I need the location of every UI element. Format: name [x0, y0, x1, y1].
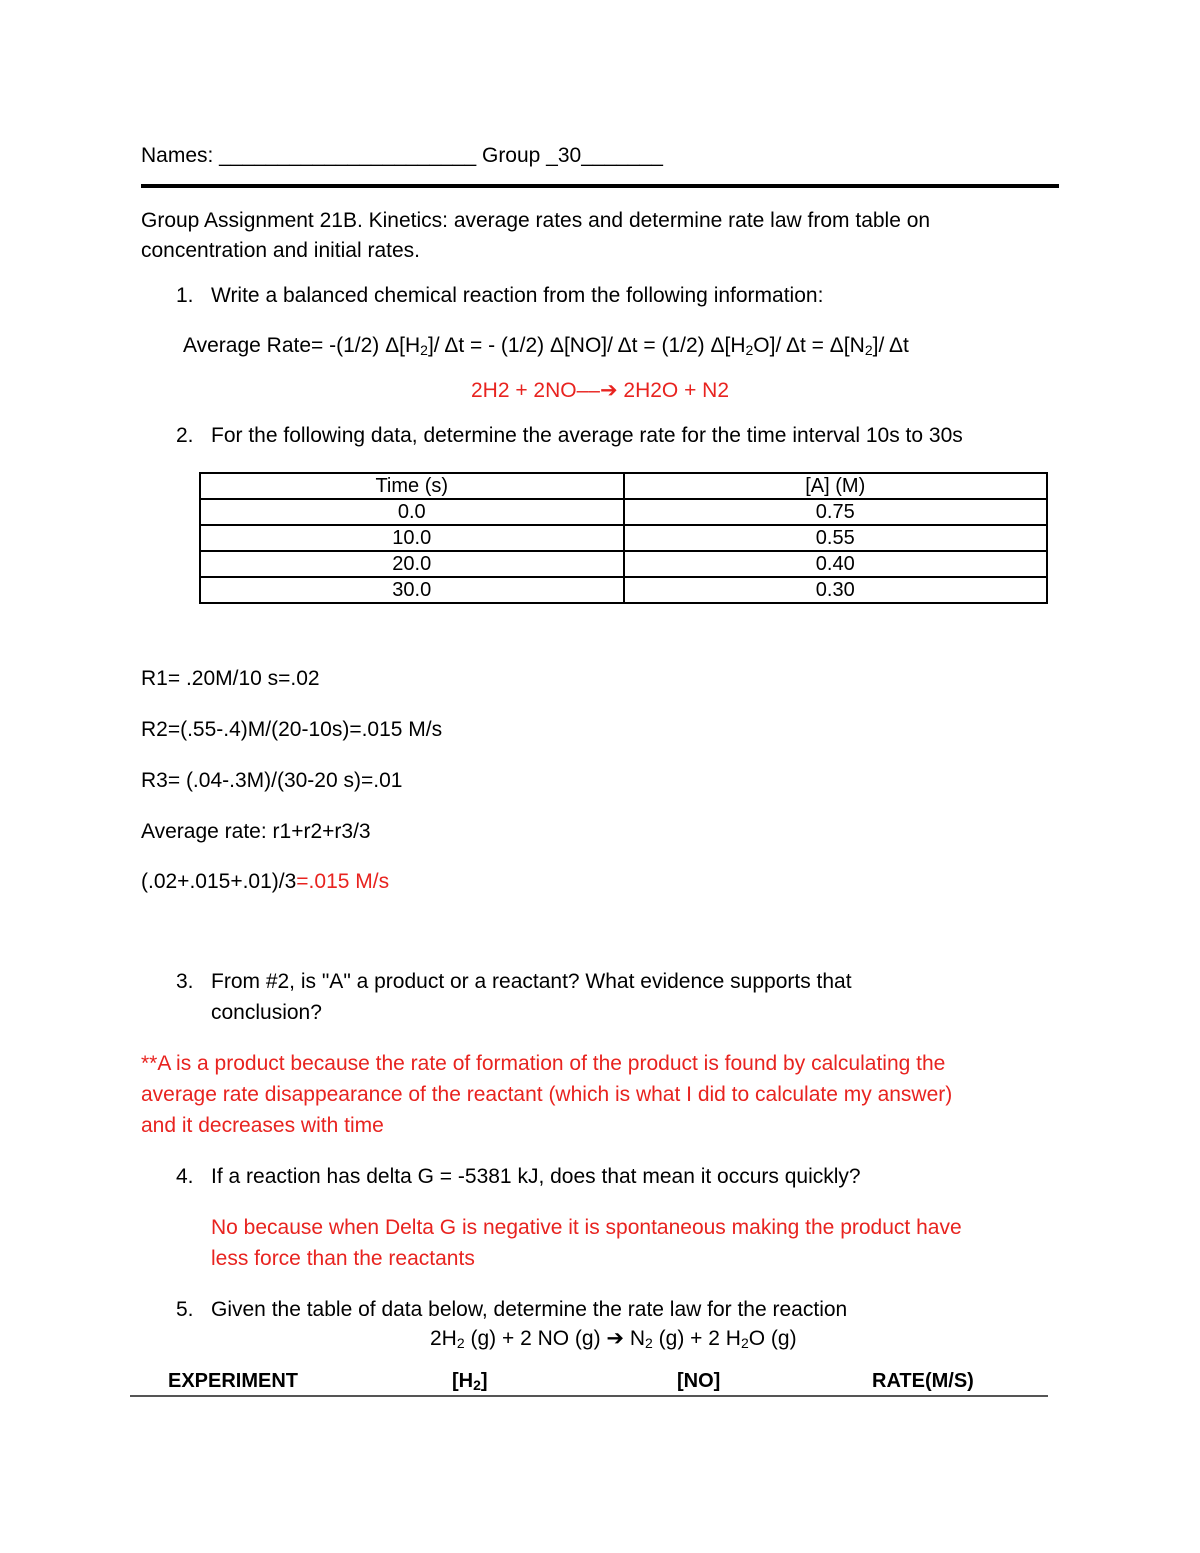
work-r2: R2=(.55-.4)M/(20-10s)=.015 M/s: [141, 718, 443, 741]
work-average-calc: (.02+.015+.01)/3=.015 M/s: [141, 870, 390, 893]
table-cell: 0.0: [200, 499, 624, 525]
table-cell: 30.0: [200, 577, 624, 603]
assignment-title: Group Assignment 21B. Kinetics: average rates and determine rate law from table on: [141, 209, 931, 232]
table-row: [200, 499, 1047, 525]
no-header: [NO]: [677, 1370, 721, 1392]
q4-answer-line2: less force than the reactants: [211, 1247, 475, 1270]
q1-answer: 2H2 + 2NO––➔ 2H2O + N2: [470, 379, 730, 402]
work-r1: R1= .20M/10 s=.02: [141, 667, 320, 690]
table-row: [200, 551, 1047, 577]
header-rule: [141, 184, 1059, 188]
q1-number: 1.: [176, 284, 194, 307]
q3-text: From #2, is "A" a product or a reactant? What evidence supports that: [211, 970, 852, 993]
q5-text: Given the table of data below, determine the rate law for the reaction: [211, 1298, 848, 1321]
table-row: [200, 577, 1047, 603]
experiment-header: EXPERIMENT: [168, 1370, 299, 1392]
work-average-label: Average rate: r1+r2+r3/3: [141, 820, 371, 843]
table-cell: 0.75: [624, 499, 1048, 525]
q5-number: 5.: [176, 1298, 194, 1321]
q3-text-cont: conclusion?: [211, 1001, 322, 1024]
group-field: Group _30_______: [481, 144, 663, 167]
table-header-cell: Time (s): [200, 473, 624, 499]
table-cell: 20.0: [200, 551, 624, 577]
q5-equation: $2H_2$ (g) + 2 NO (g) ➔ $N_2$ (g) + 2 $H_2O$ (g): [430, 1327, 797, 1351]
q3-answer-line3: and it decreases with time: [141, 1114, 384, 1137]
table-row: [200, 525, 1047, 551]
q1-rate-expression: Average Rate= -(1/2) $\Delta[H_2]/$ Δt = - (1/2) Δ[NO]/ Δt = (1/2) $\Delta[H_2O]/$ $\Delta t = \Delta[N_2]/$ Δt: [183, 334, 909, 358]
q2-number: 2.: [176, 424, 194, 447]
work-average-answer: =.015 M/s: [296, 870, 390, 893]
table-cell: 0.30: [624, 577, 1048, 603]
table-cell: 0.55: [624, 525, 1048, 551]
q2-text: For the following data, determine the average rate for the time interval 10s to 30s: [211, 424, 963, 447]
rate-header: RATE(M/S): [872, 1370, 974, 1392]
q3-answer-line2: average rate disappearance of the reactant (which is what I did to calculate my answer): [141, 1083, 953, 1106]
table-header-row: [200, 473, 1047, 499]
q3-answer-line1: **A is a product because the rate of formation of the product is found by calculating the: [141, 1052, 946, 1075]
time-concentration-table: [199, 472, 1048, 604]
table-header-cell: [A] (M): [624, 473, 1048, 499]
table-rule: [130, 1395, 1048, 1397]
q1-text: Write a balanced chemical reaction from the following information:: [211, 284, 824, 307]
work-r3: R3= (.04-.3M)/(30-20 s)=.01: [141, 769, 403, 792]
assignment-title-cont: concentration and initial rates.: [141, 239, 420, 262]
q4-number: 4.: [176, 1165, 194, 1188]
names-field: Names: ______________________ Group _30_______: [141, 144, 663, 167]
q4-answer-line1: No because when Delta G is negative it is spontaneous making the product have: [211, 1216, 962, 1239]
q4-text: If a reaction has delta G = -5381 kJ, does that mean it occurs quickly?: [211, 1165, 861, 1188]
table-cell: 0.40: [624, 551, 1048, 577]
h2-header: $[H_2]$: [452, 1370, 488, 1393]
q3-number: 3.: [176, 970, 194, 993]
table-cell: 10.0: [200, 525, 624, 551]
